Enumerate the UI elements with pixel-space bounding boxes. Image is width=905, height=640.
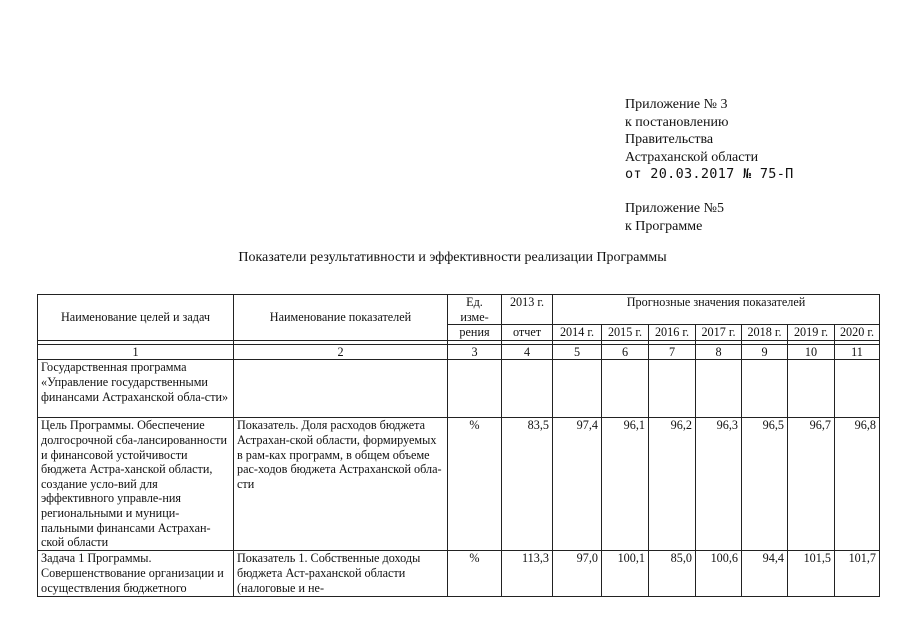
column-number: 6 (602, 344, 649, 360)
value-cell (835, 360, 880, 418)
goal-cell: Государственная программа «Управление государственными финансами Астраханской обла-сти» (38, 360, 234, 418)
table-row (38, 551, 880, 597)
header-forecast: Прогнозные значения показателей (553, 295, 880, 325)
column-number: 3 (448, 344, 502, 360)
header-unit-line1: Ед. изме- (448, 295, 502, 325)
base-value-cell: 83,5 (502, 418, 553, 551)
header-indicators: Наименование показателей (234, 295, 448, 341)
column-number: 1 (38, 344, 234, 360)
base-value-cell: 113,3 (502, 551, 553, 597)
unit-cell: % (448, 418, 502, 551)
header-year: 2020 г. (835, 325, 880, 341)
header-base-year: 2013 г. (502, 295, 553, 325)
appendix-number: Приложение № 3 (625, 97, 728, 112)
column-number: 9 (742, 344, 788, 360)
value-cell: 96,5 (742, 418, 788, 551)
value-cell: 96,7 (788, 418, 835, 551)
region-ref: Астраханской области (625, 149, 759, 165)
government-ref: Правительства (625, 132, 714, 147)
indicator-cell (234, 360, 448, 418)
value-cell (602, 360, 649, 418)
column-number: 11 (835, 344, 880, 360)
value-cell: 96,8 (835, 418, 880, 551)
header-year: 2016 г. (649, 325, 696, 341)
header-year: 2015 г. (602, 325, 649, 341)
program-appendix-number: Приложение №5 (625, 201, 724, 216)
program-appendix-header (625, 200, 724, 235)
header-year: 2017 г. (696, 325, 742, 341)
value-cell: 101,5 (788, 551, 835, 597)
table-row (38, 418, 880, 551)
header-year: 2018 г. (742, 325, 788, 341)
value-cell (553, 360, 602, 418)
value-cell: 101,7 (835, 551, 880, 597)
header-goals: Наименование целей и задач (38, 295, 234, 341)
unit-cell (448, 360, 502, 418)
column-number: 8 (696, 344, 742, 360)
value-cell: 97,0 (553, 551, 602, 597)
value-cell: 100,6 (696, 551, 742, 597)
value-cell (649, 360, 696, 418)
base-value-cell (502, 360, 553, 418)
unit-cell: % (448, 551, 502, 597)
value-cell: 96,2 (649, 418, 696, 551)
value-cell: 94,4 (742, 551, 788, 597)
header-base-report: отчет (502, 325, 553, 341)
value-cell: 100,1 (602, 551, 649, 597)
appendix-header (625, 96, 794, 184)
column-number: 2 (234, 344, 448, 360)
value-cell: 85,0 (649, 551, 696, 597)
value-cell: 97,4 (553, 418, 602, 551)
resolution-ref: к постановлению (625, 114, 729, 130)
indicator-cell: Показатель 1. Собственные доходы бюджета Аст-раханской области (налоговые и не- (234, 551, 448, 597)
resolution-date-number: от 20.03.2017 № 75-П (625, 166, 794, 182)
indicators-table (37, 294, 880, 597)
column-number: 7 (649, 344, 696, 360)
table-row (38, 360, 880, 418)
header-year: 2014 г. (553, 325, 602, 341)
program-ref: к Программе (625, 218, 703, 234)
column-number: 5 (553, 344, 602, 360)
header-unit-line2: рения (448, 325, 502, 341)
goal-cell: Задача 1 Программы. Совершенствование организации и осуществления бюджетного (38, 551, 234, 597)
header-year: 2019 г. (788, 325, 835, 341)
value-cell: 96,1 (602, 418, 649, 551)
value-cell (788, 360, 835, 418)
value-cell (696, 360, 742, 418)
column-number: 10 (788, 344, 835, 360)
value-cell: 96,3 (696, 418, 742, 551)
column-number: 4 (502, 344, 553, 360)
indicator-cell: Показатель. Доля расходов бюджета Астрахан-ской области, формируемых в рам-ках программ, в общем объеме рас-ходов бюджета Астраханской обла-сти (234, 418, 448, 551)
value-cell (742, 360, 788, 418)
column-number-row (38, 344, 880, 360)
table-header-row-1 (38, 295, 880, 325)
document-title: Показатели результативности и эффективности реализации Программы (238, 250, 667, 265)
goal-cell: Цель Программы. Обеспечение долгосрочной сба-лансированности и финансовой устойчивости бюджета Астра-ханской области, создание усло-вий для эффективного управле-ния региональными и муници-пальными финансами Астрахан-ской области (38, 418, 234, 551)
